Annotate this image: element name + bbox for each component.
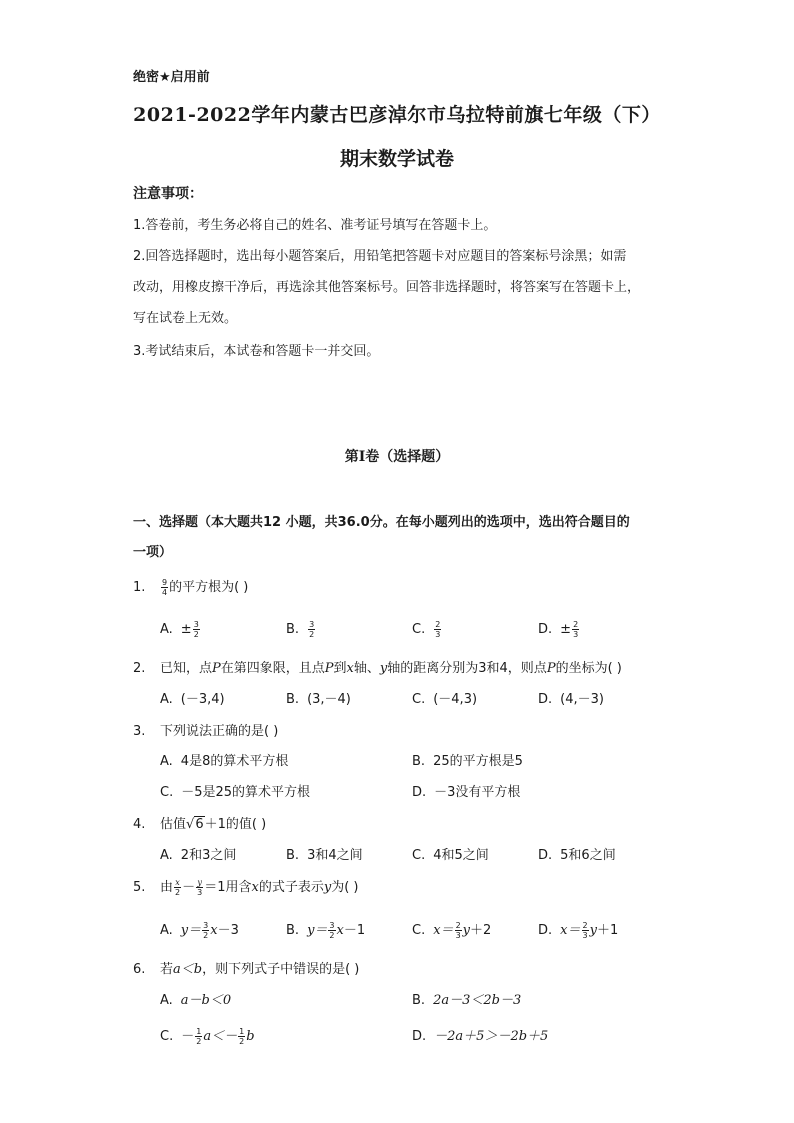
question-2: 2. 已知，点P在第四象限，且点P到x轴、y轴的距离分别为3和4，则点P的坐标为( ): [133, 661, 622, 676]
q4-option-b[interactable]: B. 3和4之间: [286, 848, 363, 863]
q1-option-a[interactable]: A. ± $\frac{3}{2}$: [160, 620, 199, 639]
part1-heading-line1: 一、选择题（本大题共12 小题，共36.0分。在每小题列出的选项中，选出符合题目的: [133, 515, 630, 530]
q5-option-d[interactable]: D. x＝ $\frac{2}{3}$ y＋1: [538, 921, 619, 940]
q6-option-c[interactable]: C. － $\frac{1}{2}$ a＜－ $\frac{1}{2}$ b: [160, 1027, 255, 1046]
question-4: 4. 估值√6＋1的值( ): [133, 817, 267, 832]
note-line-2: 2.回答选择题时，选出每小题答案后，用铅笔把答题卡对应题目的答案标号涂黑；如需: [133, 249, 627, 264]
q3-option-b[interactable]: B. 25的平方根是5: [412, 754, 523, 769]
question-number: 1.: [133, 580, 146, 595]
question-6: 6. 若a＜b，则下列式子中错误的是( ): [133, 962, 360, 977]
q1-option-d[interactable]: D. ± $\frac{2}{3}$: [538, 620, 579, 639]
exam-title-line1: 2021-2022学年内蒙古巴彦淖尔市乌拉特前旗七年级（下）: [133, 104, 661, 126]
exam-title-line2: 期末数学试卷: [339, 148, 454, 170]
q3-option-a[interactable]: A. 4是8的算术平方根: [160, 754, 289, 769]
note-line-4: 写在试卷上无效。: [133, 311, 238, 326]
q4-option-a[interactable]: A. 2和3之间: [160, 848, 237, 863]
note-line-5: 3.考试结束后，本试卷和答题卡一并交回。: [133, 344, 380, 359]
q2-option-a[interactable]: A. (－3,4): [160, 692, 225, 707]
q5-option-a[interactable]: A. y＝ $\frac{3}{2}$ x－3: [160, 921, 239, 940]
q6-option-a[interactable]: A. a－b＜0: [160, 993, 232, 1008]
q4-option-c[interactable]: C. 4和5之间: [412, 848, 489, 863]
q2-option-b[interactable]: B. (3,－4): [286, 692, 351, 707]
question-3: 3. 下列说法正确的是( ): [133, 724, 279, 739]
q3-option-c[interactable]: C. －5是25的算术平方根: [160, 785, 311, 800]
q6-option-b[interactable]: B. 2a－3＜2b－3: [412, 993, 522, 1008]
q4-option-d[interactable]: D. 5和6之间: [538, 848, 616, 863]
q2-option-c[interactable]: C. (－4,3): [412, 692, 478, 707]
q2-option-d[interactable]: D. (4,－3): [538, 692, 604, 707]
part1-heading-line2: 一项）: [133, 545, 173, 560]
notes-heading: 注意事项：: [133, 186, 203, 202]
question-5: 5. 由 $\frac{x}{2}$ － $\frac{y}{3}$ ＝1用含x的式子表示y为( ): [133, 878, 359, 897]
q6-option-d[interactable]: D. －2a＋5＞－2b＋5: [412, 1029, 549, 1044]
q5-option-b[interactable]: B. y＝ $\frac{3}{2}$ x－1: [286, 921, 366, 940]
q1-option-b[interactable]: B. $\frac{3}{2}$: [286, 620, 315, 639]
fraction: $\frac{9}{4}$: [162, 578, 168, 597]
q5-option-c[interactable]: C. x＝ $\frac{2}{3}$ y＋2: [412, 921, 492, 940]
secret-label: 绝密★启用前: [133, 70, 210, 85]
question-1: 1. $\frac{9}{4}$ 的平方根为( ): [133, 578, 249, 597]
note-line-3: 改动，用橡皮擦干净后，再选涂其他答案标号。回答非选择题时，将答案写在答题卡上，: [133, 280, 641, 295]
q1-option-c[interactable]: C. $\frac{2}{3}$: [412, 620, 441, 639]
q3-option-d[interactable]: D. －3没有平方根: [412, 785, 521, 800]
section-title: 第Ⅰ卷（选择题）: [344, 449, 450, 465]
note-line-1: 1.答卷前，考生务必将自己的姓名、准考证号填写在答题卡上。: [133, 218, 497, 233]
